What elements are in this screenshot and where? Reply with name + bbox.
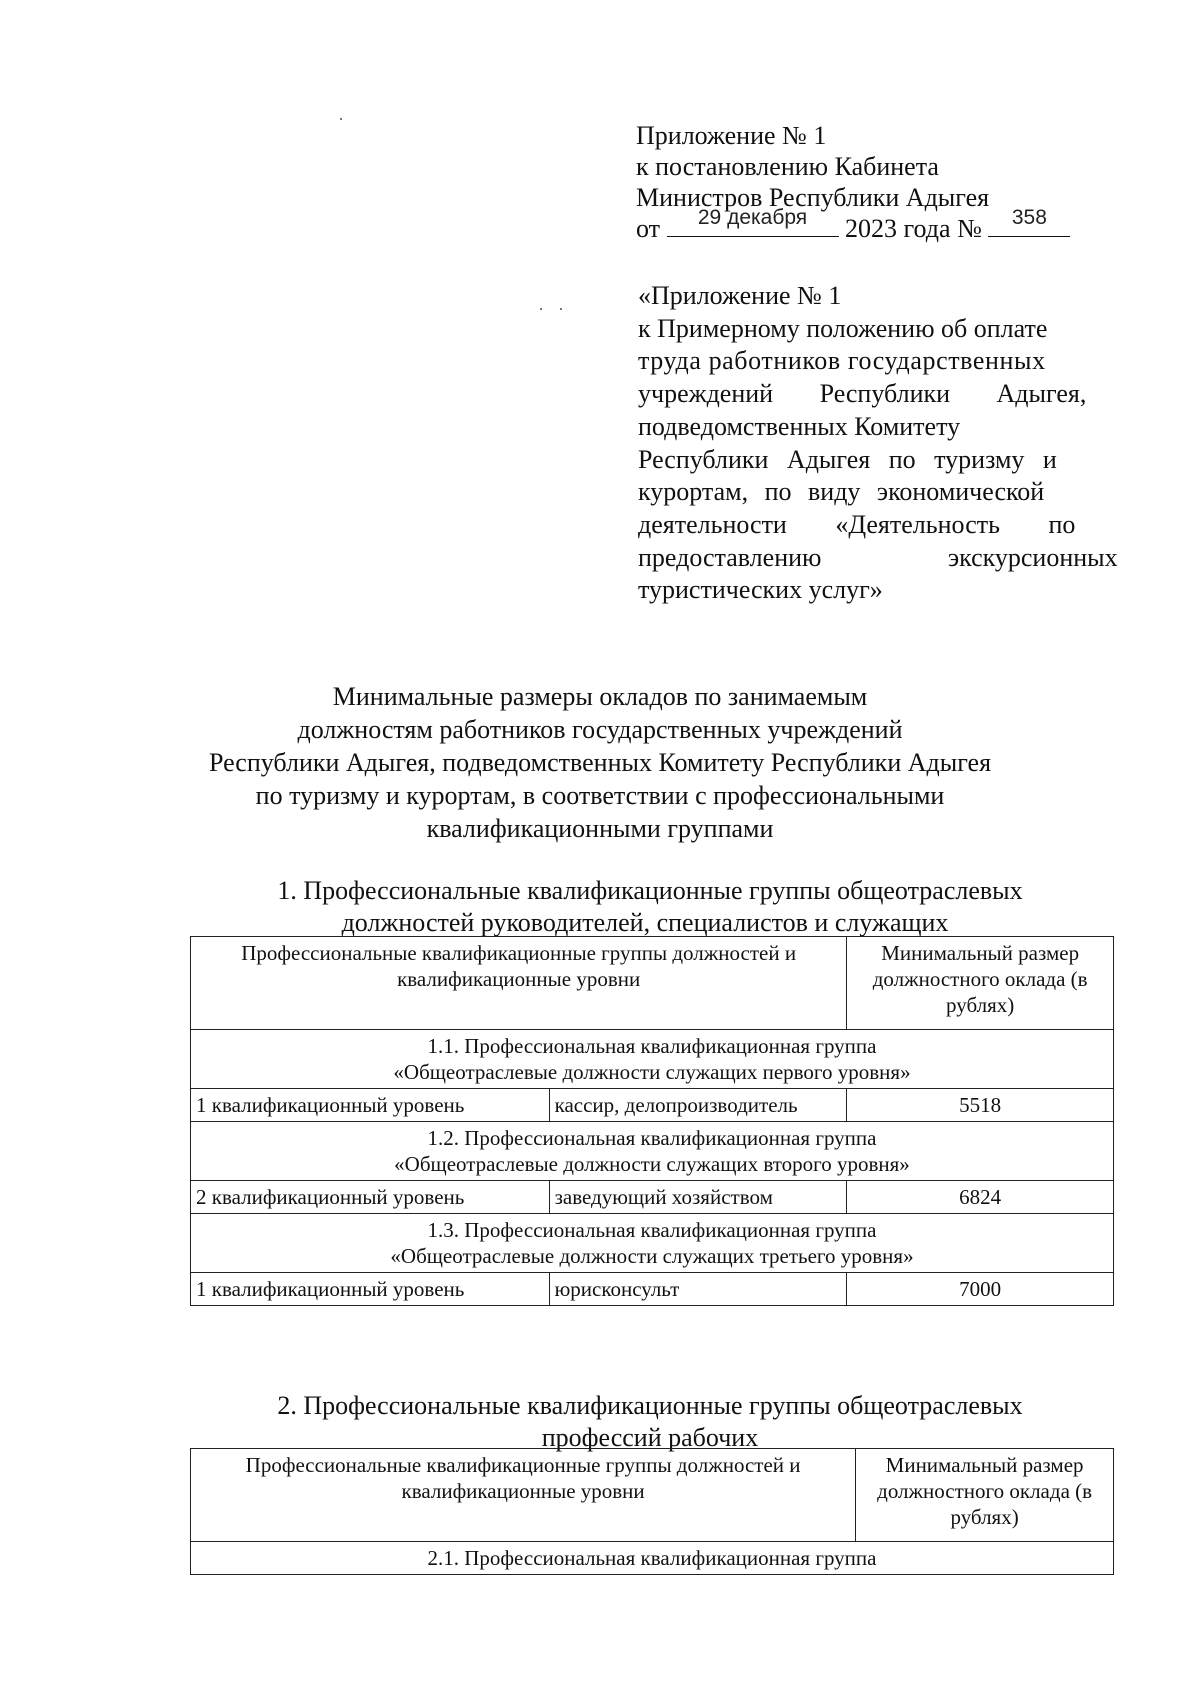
salary-cell: 5518 xyxy=(847,1089,1114,1122)
quoted-line: предоставлению экскурсионных xyxy=(638,542,1118,572)
group-title: 1.3. Профессиональная квалификационная группа xyxy=(427,1218,877,1242)
quoted-line: курортам, по виду экономической xyxy=(638,477,1045,507)
word: к xyxy=(636,152,649,181)
quoted-line: деятельности «Деятельность по xyxy=(638,509,1076,539)
title-line: по туризму и курортам, в соответствии с профессиональными xyxy=(255,781,945,810)
header-group-column: Профессиональные квалификационные группы должностей и квалификационные уровни xyxy=(191,1449,856,1542)
quoted-line: к Примерному положению об оплате xyxy=(638,313,1048,343)
date-prefix: от xyxy=(636,214,661,243)
document-title xyxy=(150,680,1050,845)
quoted-line: туристических услуг» xyxy=(638,575,883,605)
quoted-line: труда работников государственных xyxy=(638,346,1046,376)
header-group-column: Профессиональные квалификационные группы должностей и квалификационные уровни xyxy=(191,937,847,1030)
title-line: Республики Адыгея, подведомственных Комитету Республики Адыгея xyxy=(208,748,992,777)
level-cell: 1 квалификационный уровень xyxy=(191,1273,550,1306)
table-row xyxy=(191,1089,1114,1122)
scan-speck xyxy=(560,308,562,310)
scan-speck xyxy=(540,308,542,310)
salary-table-2 xyxy=(190,1448,1114,1575)
attachment-issuer: Министров Республики Адыгея xyxy=(636,183,990,212)
quoted-line: учреждений Республики Адыгея, xyxy=(638,379,1087,409)
quoted-line: «Приложение № 1 xyxy=(638,281,842,310)
section-title-line: 1. Профессиональные квалификационные группы общеотраслевых xyxy=(277,876,1023,905)
attachment-number: Приложение № 1 xyxy=(636,121,827,150)
group-row xyxy=(191,1214,1114,1273)
group-title-cell: 2.1. Профессиональная квалификационная группа xyxy=(191,1542,1114,1575)
position-cell: заведующий хозяйством xyxy=(549,1181,847,1214)
group-subtitle: «Общеотраслевые должности служащих третьего уровня» xyxy=(390,1244,914,1268)
quoted-attachment xyxy=(638,280,1118,607)
group-title: 1.1. Профессиональная квалификационная группа xyxy=(427,1034,877,1058)
section-title-line: должностей руководителей, специалистов и служащих xyxy=(341,908,949,937)
group-subtitle: «Общеотраслевые должности служащих первого уровня» xyxy=(393,1060,911,1084)
word: Кабинета xyxy=(834,152,939,181)
section-1-title xyxy=(190,875,1110,939)
table-header-row xyxy=(191,1449,1114,1542)
group-subtitle: «Общеотраслевые должности служащих второго уровня» xyxy=(394,1152,910,1176)
date-blank xyxy=(667,206,839,237)
level-cell: 2 квалификационный уровень xyxy=(191,1181,550,1214)
quoted-line: подведомственных Комитету xyxy=(638,411,961,441)
section-title-line: 2. Профессиональные квалификационные группы общеотраслевых xyxy=(277,1391,1023,1420)
salary-cell: 6824 xyxy=(847,1181,1114,1214)
header-attachment xyxy=(636,120,1096,244)
group-title-cell xyxy=(191,1030,1114,1089)
header-salary-column: Минимальный размер должностного оклада (в рублях) xyxy=(856,1449,1114,1542)
handwritten-number: 358 xyxy=(1011,206,1047,229)
position-cell: юрисконсульт xyxy=(549,1273,847,1306)
group-row xyxy=(191,1030,1114,1089)
attachment-date-line xyxy=(636,206,1096,244)
position-cell: кассир, делопроизводитель xyxy=(549,1089,847,1122)
scan-speck xyxy=(340,118,342,120)
section-2-title xyxy=(190,1390,1110,1454)
word: постановлению xyxy=(655,152,829,181)
number-blank xyxy=(988,206,1070,237)
section-title-line: профессий рабочих xyxy=(541,1423,759,1452)
handwritten-date: 29 декабря xyxy=(697,206,808,229)
table-header-row xyxy=(191,937,1114,1030)
group-row xyxy=(191,1542,1114,1575)
group-title-cell xyxy=(191,1214,1114,1273)
group-title: 1.2. Профессиональная квалификационная группа xyxy=(427,1126,877,1150)
group-row xyxy=(191,1122,1114,1181)
quoted-line: Республики Адыгея по туризму и xyxy=(638,444,1057,474)
level-cell: 1 квалификационный уровень xyxy=(191,1089,550,1122)
group-title-cell xyxy=(191,1122,1114,1181)
table-row xyxy=(191,1273,1114,1306)
title-line: Минимальные размеры окладов по занимаемым xyxy=(332,682,868,711)
table-row xyxy=(191,1181,1114,1214)
salary-cell: 7000 xyxy=(847,1273,1114,1306)
title-line: квалификационными группами xyxy=(426,814,774,843)
attachment-ref-line xyxy=(636,151,1096,182)
header-salary-column: Минимальный размер должностного оклада (в рублях) xyxy=(847,937,1114,1030)
title-line: должностям работников государственных учреждений xyxy=(297,715,903,744)
date-year: 2023 года № xyxy=(845,214,982,243)
salary-table-1 xyxy=(190,936,1114,1306)
